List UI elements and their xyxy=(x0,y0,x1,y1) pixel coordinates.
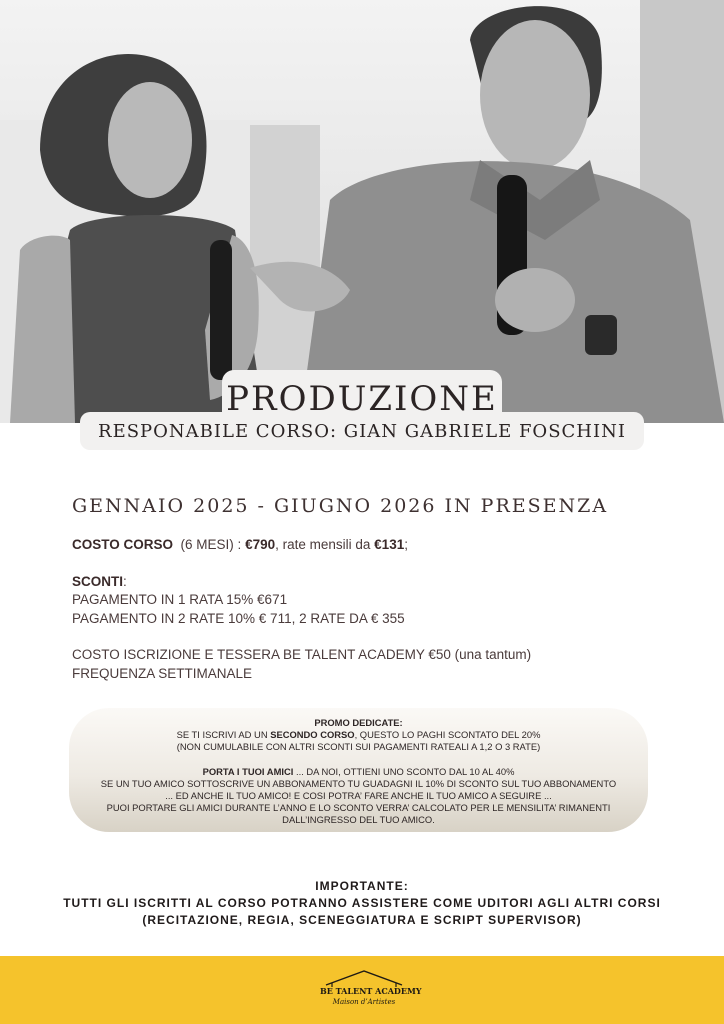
promo-heading xyxy=(69,717,648,728)
discounts-heading xyxy=(72,574,127,589)
promo-heading-text: PROMO DEDICATE: xyxy=(314,717,403,728)
instructors-photo xyxy=(0,0,724,423)
cost-end: ; xyxy=(404,537,408,552)
hero-photo xyxy=(0,0,724,423)
course-dates: GENNAIO 2025 - GIUGNO 2026 IN PRESENZA xyxy=(72,495,609,517)
frequency: FREQUENZA SETTIMANALE xyxy=(72,666,253,681)
course-manager: RESPONABILE CORSO: GIAN GABRIELE FOSCHINI xyxy=(98,421,626,442)
promo-second-course xyxy=(69,729,648,740)
promo-friend-subscription: SE UN TUO AMICO SOTTOSCRIVE UN ABBONAMENTO TU GUADAGNI IL 10% DI SCONTO SUL TUO ABBONAMENTO xyxy=(100,778,617,789)
promo-from-entry: DALL’INGRESSO DEL TUO AMICO. xyxy=(282,814,435,825)
promo-friends xyxy=(69,766,648,777)
cost-monthly-price: €131 xyxy=(374,537,405,552)
cost-monthly-text: , rate mensili da xyxy=(275,537,371,552)
course-cost-line xyxy=(72,537,408,552)
enrollment-cost: COSTO ISCRIZIONE E TESSERA BE TALENT ACADEMY €50 (una tantum) xyxy=(72,647,532,662)
cost-price: €790 xyxy=(245,537,276,552)
promo-during-year: PUOI PORTARE GLI AMICI DURANTE L’ANNO E LO SCONTO VERRA’ CALCOLATO PER LE MENSILITA’ RIMANENTI xyxy=(106,802,611,813)
page-title: PRODUZIONE xyxy=(226,379,498,419)
discounts-label: SCONTI xyxy=(72,574,124,589)
logo-tagline: Maison d’Artistes xyxy=(332,998,396,1006)
important-line-2: (RECITAZIONE, REGIA, SCENEGGIATURA E SCRIPT SUPERVISOR) xyxy=(142,913,582,927)
important-line-1: TUTTI GLI ISCRITTI AL CORSO POTRANNO ASSISTERE COME UDITORI AGLI ALTRI CORSI xyxy=(63,896,661,910)
promo-line1-bold: SECONDO CORSO xyxy=(270,729,355,740)
important-heading: IMPORTANTE: xyxy=(315,879,409,893)
promo-friends-post: ... DA NOI, OTTIENI UNO SCONTO DAL 10 AL 40% xyxy=(295,766,515,777)
logo-name: BE TALENT ACADEMY xyxy=(320,986,422,996)
cost-duration: (6 MESI) : xyxy=(180,537,242,552)
promo-line1-post: , QUESTO LO PAGHI SCONTATO DEL 20% xyxy=(354,729,541,740)
discounts-colon: : xyxy=(123,574,127,589)
promo-not-cumulative: (NON CUMULABILE CON ALTRI SCONTI SUI PAGAMENTI RATEALI A 1,2 O 3 RATE) xyxy=(176,741,541,752)
promo-line1-pre: SE TI ISCRIVI AD UN xyxy=(176,729,268,740)
cost-label: COSTO CORSO xyxy=(72,537,174,552)
discount-one-payment: PAGAMENTO IN 1 RATA 15% €671 xyxy=(72,592,288,607)
promo-friends-bold: PORTA I TUOI AMICI xyxy=(202,766,294,777)
discount-two-payments: PAGAMENTO IN 2 RATE 10% € 711, 2 RATE DA € 355 xyxy=(72,611,405,626)
promo-friend-chain: ... ED ANCHE IL TUO AMICO! E COSI POTRA’ FARE ANCHE IL TUO AMICO A SEGUIRE ... xyxy=(165,790,552,801)
